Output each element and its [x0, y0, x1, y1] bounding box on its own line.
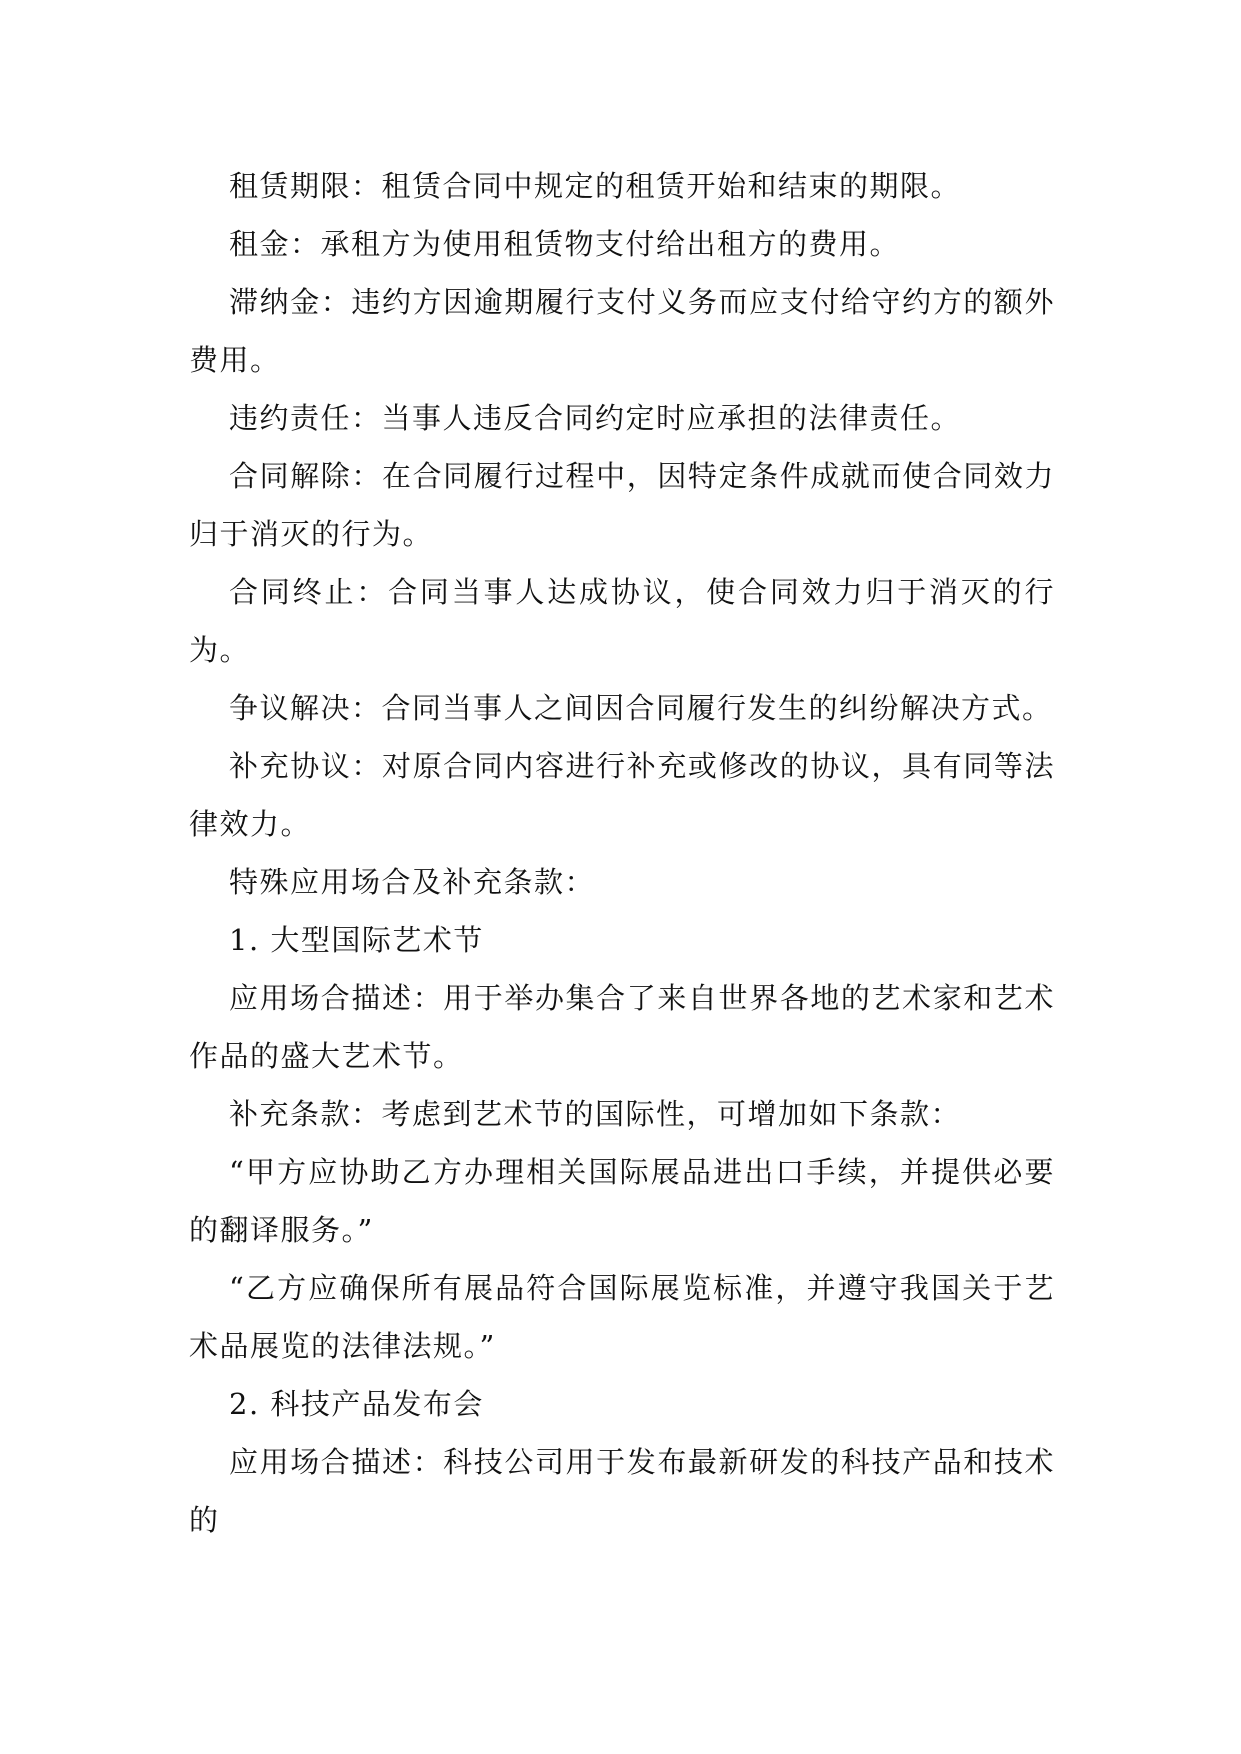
paragraph-term-termination: 合同终止：合同当事人达成协议，使合同效力归于消灭的行为。: [189, 575, 1055, 667]
paragraph-term-supplementary-agreement: 补充协议：对原合同内容进行补充或修改的协议，具有同等法律效力。: [189, 749, 1055, 841]
document-body: [189, 157, 1055, 1549]
paragraph-term-lease-period: 租赁期限：租赁合同中规定的租赁开始和结束的期限。: [229, 169, 962, 203]
paragraph-term-late-fee: 滞纳金：违约方因逾期履行支付义务而应支付给守约方的额外费用。: [189, 285, 1055, 377]
paragraph-term-dispute-resolution: 争议解决：合同当事人之间因合同履行发生的纠纷解决方式。: [229, 691, 1053, 725]
section-heading-special-occasions: 特殊应用场合及补充条款：: [229, 865, 596, 899]
paragraph-art-festival-clause-intro: 补充条款：考虑到艺术节的国际性，可增加如下条款：: [229, 1097, 962, 1131]
paragraph-term-rescission: 合同解除：在合同履行过程中，因特定条件成就而使合同效力归于消灭的行为。: [189, 459, 1055, 551]
paragraph-art-festival-clause-2: “乙方应确保所有展品符合国际展览标准，并遵守我国关于艺术品展览的法律法规。”: [189, 1271, 1055, 1363]
paragraph-tech-launch-description: 应用场合描述：科技公司用于发布最新研发的科技产品和技术的: [189, 1445, 1055, 1537]
paragraph-art-festival-clause-1: “甲方应协助乙方办理相关国际展品进出口手续，并提供必要的翻译服务。”: [189, 1155, 1055, 1247]
subheading-art-festival: 1. 大型国际艺术节: [229, 923, 484, 957]
subheading-tech-launch: 2. 科技产品发布会: [229, 1387, 484, 1421]
paragraph-art-festival-description: 应用场合描述：用于举办集合了来自世界各地的艺术家和艺术作品的盛大艺术节。: [189, 981, 1055, 1073]
paragraph-term-breach-liability: 违约责任：当事人违反合同约定时应承担的法律责任。: [229, 401, 962, 435]
paragraph-term-rent: 租金：承租方为使用租赁物支付给出租方的费用。: [229, 227, 901, 261]
